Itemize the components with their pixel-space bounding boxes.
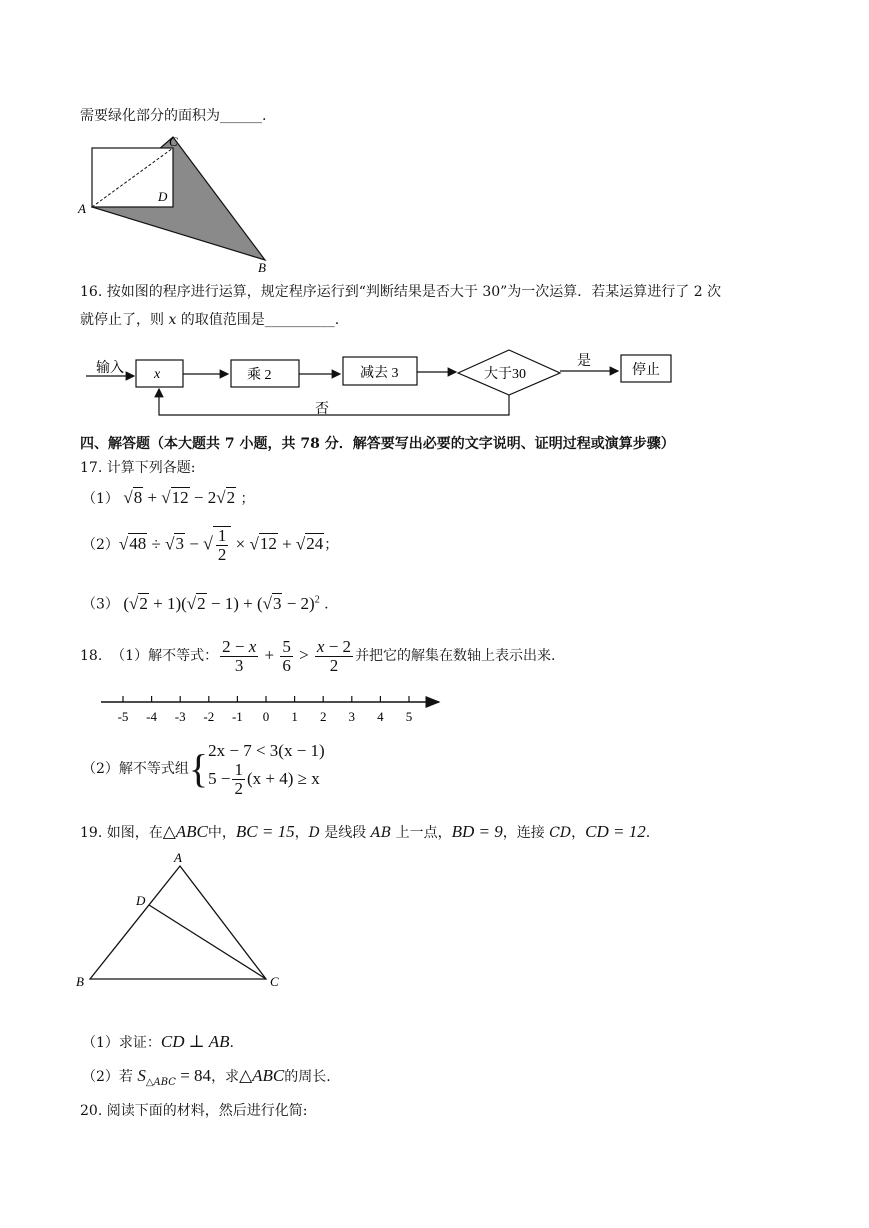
axis-tick-label: 3 <box>348 709 356 724</box>
q19-part2 <box>82 1066 331 1093</box>
axis-tick-label: -1 <box>231 709 243 724</box>
flow-sub: 减去 3 <box>360 366 399 381</box>
axis-tick-label: -2 <box>203 709 215 724</box>
q16-var: x <box>168 312 177 328</box>
label-b: B <box>258 260 266 275</box>
q17-part1 <box>82 488 255 509</box>
q19-stem-h: . <box>645 825 651 841</box>
system-line2-a: 5 − <box>208 769 231 788</box>
label-d: D <box>158 189 168 204</box>
q19-stem-d: 是线段 <box>319 825 371 841</box>
system-line2: 5 − $\frac{1}{2}$ (x + 4) ≥ x <box>208 759 320 798</box>
q18-part2 <box>82 737 325 801</box>
system-line2-b: (x + 4) ≥ x <box>246 769 320 788</box>
q19-figure <box>70 848 290 993</box>
q16-line2 <box>80 310 339 330</box>
q19-ab: AB <box>370 825 392 841</box>
q15-text: 需要绿化部分的面积为______. <box>80 108 267 124</box>
flow-input: 输入 <box>96 361 124 376</box>
q19-p2-tri: △ABC <box>239 1066 285 1085</box>
q17-p1-label: （1） <box>82 491 119 507</box>
flow-stop: 停止 <box>632 363 660 378</box>
q17-title: 17. 计算下列各题: <box>80 460 196 476</box>
q18-p2-prefix: （2）解不等式组 <box>82 761 189 777</box>
q19-d: D <box>308 825 320 841</box>
q19-stem <box>80 822 650 843</box>
label-b2: B <box>76 974 84 989</box>
q19-p2-label: （2）若 <box>82 1069 138 1085</box>
inequality-system <box>208 741 325 798</box>
flow-cond: 大于30 <box>484 367 526 382</box>
q18-label: 18. <box>80 648 103 664</box>
segment-cd <box>149 905 266 979</box>
q19-cd-val: CD = 12 <box>585 822 646 841</box>
label-c: C <box>169 134 178 149</box>
axis-tick-label: -5 <box>117 709 129 724</box>
q19-p2-val: = 84 <box>175 1066 212 1085</box>
q17-p3-expr: $(√2 + 1)(√2 - 1) + (√3 - 2)^2$ <box>123 593 320 613</box>
flow-no: 否 <box>315 402 329 417</box>
q17-p3-label: （3） <box>82 596 119 613</box>
q17-p3-end: . <box>324 596 329 613</box>
axis-tick-label: -4 <box>146 709 158 724</box>
q19-stem-e: 上一点， <box>391 825 452 841</box>
q19-stem-c: ， <box>294 825 309 841</box>
flow-x: x <box>154 367 161 382</box>
q19-cd: CD <box>549 825 572 841</box>
axis-tick-label: -3 <box>174 709 186 724</box>
q16-flowchart <box>80 345 680 420</box>
label-a: A <box>78 201 86 216</box>
q19-stem-a: 19. 如图，在 <box>80 825 163 841</box>
flow-yes: 是 <box>577 354 591 369</box>
axis-tick-label: 1 <box>291 709 298 724</box>
q19-p2-end: 的周长. <box>284 1069 331 1085</box>
q17-part2 <box>82 522 338 568</box>
q17-p2-label: （2） <box>82 537 119 553</box>
label-d2: D <box>136 893 146 908</box>
q17-p1-expr: √8 + √12 − 2√2 <box>123 488 236 507</box>
axis-tick-label: 0 <box>262 709 270 724</box>
q17-p2-expr: √48 ÷ √3 − √ $\frac{1}{2}$ × √12 + √24 <box>118 526 324 564</box>
q19-stem-b: 中， <box>207 825 236 841</box>
q20-text: 20. 阅读下面的材料，然后进行化简: <box>80 1103 308 1119</box>
q17-p2-end: ； <box>324 537 339 553</box>
q18-inequality: $\frac{2 - x}{3}$ + $\frac{5}{6}$ > $\frac{x - 2}{2}$ <box>222 636 352 675</box>
q19-tri: △ABC <box>162 822 208 841</box>
q16-line2-a: 就停止了，则 <box>80 312 169 328</box>
axis-tick-label: 4 <box>377 709 384 724</box>
q16-line2-b: 的取值范围是__________. <box>176 312 340 328</box>
q19-p2-s: S <box>137 1066 146 1085</box>
label-c2: C <box>270 974 279 989</box>
label-a2: A <box>174 850 182 865</box>
q19-p1-end: . <box>229 1035 234 1051</box>
q19-bd: BD = 9 <box>451 822 503 841</box>
q17-part3 <box>82 590 329 615</box>
q19-p1-label: （1）求证： <box>82 1035 161 1051</box>
q19-p2-mid: ，求 <box>211 1069 240 1085</box>
q19-part1 <box>82 1032 234 1053</box>
number-line <box>95 690 445 726</box>
q17-p1-end: ； <box>240 491 255 507</box>
system-brace: { <box>188 746 209 791</box>
axis-tick-label: 5 <box>405 709 413 724</box>
q19-bc: BC = 15 <box>235 822 295 841</box>
q19-stem-g: ， <box>571 825 586 841</box>
q15-figure <box>70 128 280 276</box>
q19-p2-sub: △ABC <box>145 1076 176 1088</box>
axis-tick-label: 2 <box>319 709 327 724</box>
section4-heading: 四、解答题（本大题共 7 小题，共 78 分．解答要写出必要的文字说明、证明过程或演算步骤） <box>80 436 675 452</box>
q19-stem-f: ，连接 <box>502 825 550 841</box>
q18-p1-suffix: 并把它的解集在数轴上表示出来. <box>355 648 556 664</box>
q16-line1: 16. 按如图的程序进行运算，规定程序运行到“判断结果是否大于 30”为一次运算．若某运算进行了 2 次 <box>80 284 722 300</box>
system-line1: 2x − 7 < 3(x − 1) <box>208 740 325 760</box>
q19-p1-math: CD ⊥ AB <box>160 1032 230 1051</box>
flow-mul: 乘 2 <box>247 368 272 383</box>
q18-p1-prefix: （1）解不等式： <box>111 648 219 664</box>
q18-part1 <box>80 634 556 678</box>
